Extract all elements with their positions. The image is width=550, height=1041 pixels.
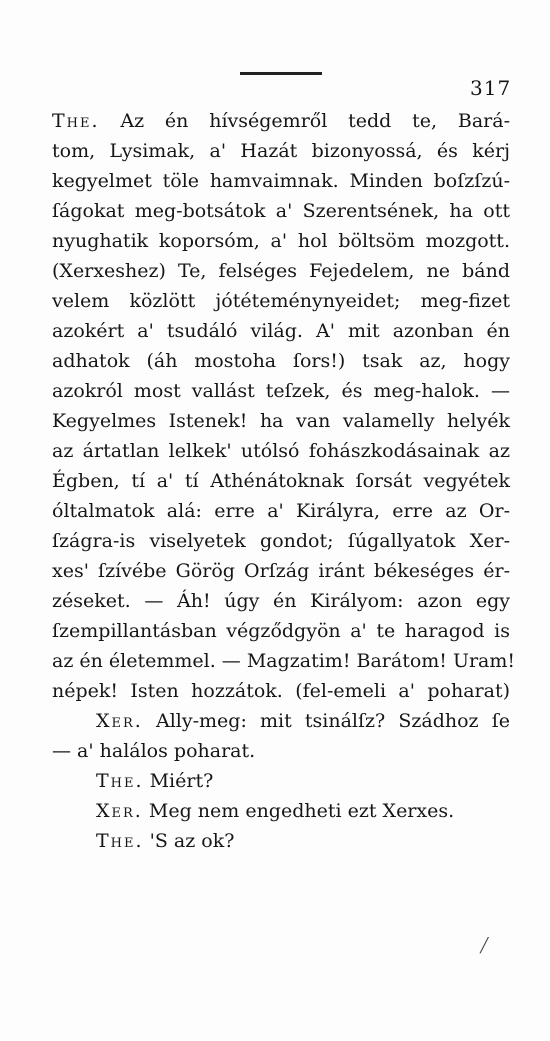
text-line — [52, 107, 510, 135]
line-text: Az én hívségemről tedd te, Bará- — [120, 110, 510, 132]
text-line — [52, 137, 510, 165]
line-text: azokról most vallást teſzek, és meg-halok. — — [52, 380, 510, 402]
text-line — [52, 407, 510, 435]
line-text: az ártatlan lelkek' utólsó fohászkodásainak az — [52, 440, 510, 462]
line-text: ſzempillantásban végződgyön a' te haragod is — [52, 620, 510, 642]
text-line — [52, 557, 510, 585]
line-text: xes' ſzívébe Görög Orſzág iránt békeséges ér- — [52, 560, 510, 582]
text-line — [52, 257, 510, 285]
speaker-label: Xer. — [96, 710, 143, 732]
text-line — [52, 527, 510, 555]
line-text: Égben, tí a' tí Athénátoknak ſorsát vegyétek — [52, 470, 510, 492]
line-text: népek! Isten hozzátok. (fel-emeli a' poharat) — [52, 680, 510, 702]
line-text: adhatok (áh mostoha ſors!) tsak az, hogy — [52, 350, 510, 372]
stray-mark: ╱ — [480, 938, 489, 954]
text-line — [52, 287, 510, 315]
text-line — [52, 227, 510, 255]
text-line — [96, 797, 510, 825]
line-text: Meg nem engedheti ezt Xerxes. — [148, 800, 455, 822]
text-line — [52, 167, 510, 195]
text-line — [96, 767, 510, 795]
line-text: azokért a' tsudáló világ. A' mit azonban én — [52, 320, 510, 342]
line-text: zéseket. — Áh! úgy én Királyom: azon egy — [52, 590, 510, 612]
text-line — [52, 587, 510, 615]
line-text: Ally-meg: mit tsinálſz? Szádhoz ſe — [156, 710, 510, 732]
line-text: kegyelmet töle hamvaimnak. Minden boſzſzú- — [52, 170, 510, 192]
line-text: óltalmatok alá: erre a' Királyra, erre az Or- — [52, 500, 510, 522]
line-text: nyughatik koporsóm, a' hol böltsöm mozgott. — [52, 230, 510, 252]
line-text: tom, Lysimak, a' Hazát bizonyossá, és kérj — [52, 140, 510, 162]
text-line — [52, 737, 510, 765]
line-text: ſágokat meg-botsátok a' Szerentsének, ha ott — [52, 200, 510, 222]
page-number: 317 — [470, 76, 512, 100]
line-text: Kegyelmes Istenek! ha van valamelly helyék — [52, 410, 510, 432]
speaker-label: The. — [96, 770, 144, 792]
line-text: az én életemmel. — Magzatim! Barátom! Uram! — [52, 650, 516, 672]
header-rule — [240, 72, 322, 75]
text-line — [96, 707, 510, 735]
text-line — [52, 317, 510, 345]
text-line — [52, 377, 510, 405]
line-text: Miért? — [149, 770, 214, 792]
text-line — [52, 617, 510, 645]
text-line — [52, 437, 510, 465]
line-text: 'S az ok? — [149, 830, 235, 852]
text-line — [96, 827, 510, 855]
speaker-label: The. — [96, 830, 144, 852]
speaker-label: Xer. — [96, 800, 143, 822]
line-text: (Xerxeshez) Te, felséges Fejedelem, ne bánd — [52, 260, 510, 282]
text-line — [52, 677, 510, 705]
text-line — [52, 347, 510, 375]
text-line — [52, 647, 516, 675]
speaker-label: The. — [52, 110, 100, 132]
text-line — [52, 197, 510, 225]
line-text: — a' halálos poharat. — [52, 740, 256, 762]
text-line — [52, 497, 510, 525]
text-line — [52, 467, 510, 495]
line-text: velem közlött jótéteménynyeidet; meg-fizet — [52, 290, 510, 312]
line-text: ſzágra-is viselyetek gondot; ſúgallyatok Xer- — [52, 530, 510, 552]
